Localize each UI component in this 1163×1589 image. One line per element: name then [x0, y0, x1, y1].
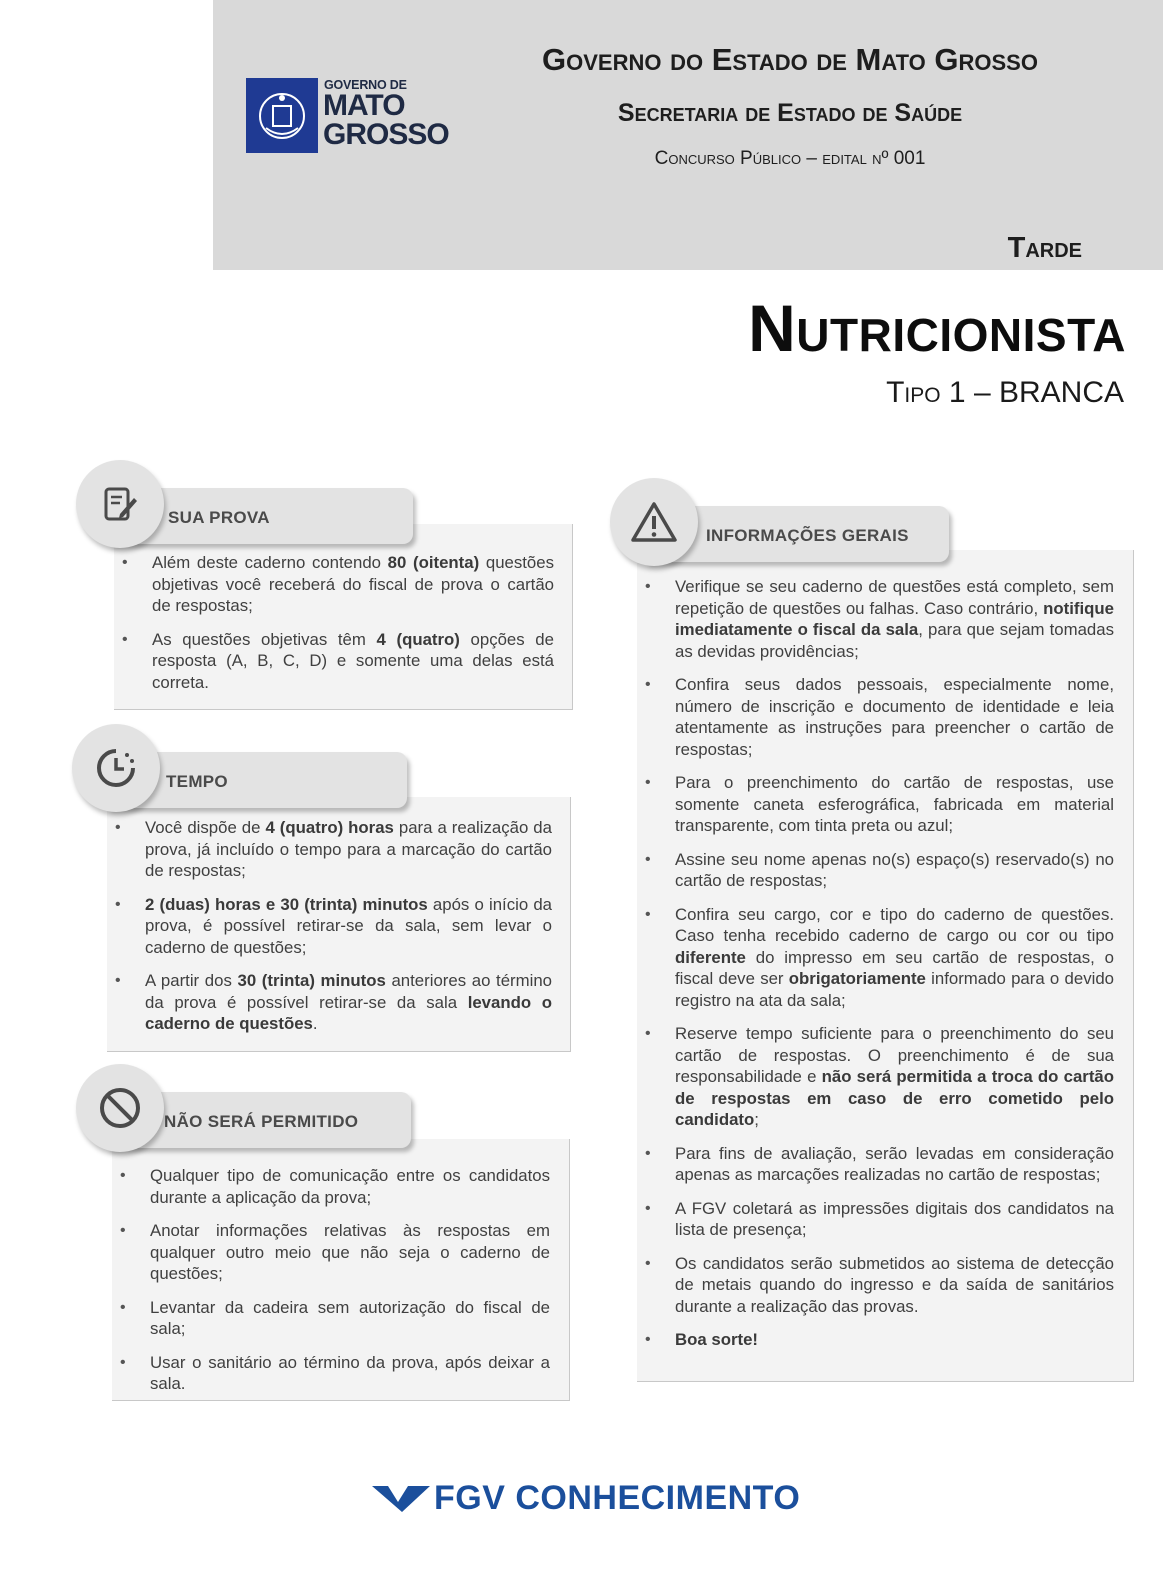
informacoes-title: INFORMAÇÕES GERAIS	[706, 526, 909, 545]
list-item: • Verifique se seu caderno de questões está completo, sem repetição de questões ou falhas. Caso contrário, notifique imediatamente o fiscal da sala, para que sejam tomadas as devidas providências;	[637, 576, 1114, 662]
informacoes-list	[637, 576, 1114, 1363]
prohibited-icon	[76, 1064, 164, 1152]
list-item: • Levantar da cadeira sem autorização do fiscal de sala;	[112, 1297, 550, 1340]
list-item: • Para o preenchimento do cartão de respostas, use somente caneta esferográfica, fabricada em material transparente, com tinta preta ou azul;	[637, 772, 1114, 837]
logo-small-text: GOVERNO DE	[324, 78, 407, 92]
list-item: • As questões objetivas têm 4 (quatro) opções de resposta (A, B, C, D) e somente uma delas está correta.	[114, 629, 554, 694]
sua-prova-list	[114, 552, 554, 705]
list-item: • Além deste caderno contendo 80 (oitenta) questões objetivas você receberá do fiscal de prova o cartão de respostas;	[114, 552, 554, 617]
tempo-list	[107, 817, 552, 1047]
informacoes-box	[637, 550, 1134, 1382]
list-item: • 2 (duas) horas e 30 (trinta) minutos após o início da prova, é possível retirar-se da sala, sem levar o caderno de questões;	[107, 894, 552, 959]
list-item: • Os candidatos serão submetidos ao sistema de detecção de metais quando do ingresso e da saída de sanitários durante a realização das provas.	[637, 1253, 1114, 1318]
list-item: • Usar o sanitário ao término da prova, após deixar a sala.	[112, 1352, 550, 1395]
list-item: • Anotar informações relativas às respostas em qualquer outro meio que não seja o caderno de questões;	[112, 1220, 550, 1285]
nao-permitido-list	[112, 1165, 550, 1407]
fgv-brand-text: FGV CONHECIMENTO	[434, 1479, 801, 1517]
cargo-title: Nutricionista	[748, 291, 1126, 365]
sua-prova-box	[114, 524, 573, 710]
fgv-chevron-icon	[372, 1478, 434, 1518]
contest-title: Concurso Público – edital nº 001	[654, 148, 926, 169]
secretariat-title: Secretaria de Estado de Saúde	[617, 99, 963, 127]
list-item: • Confira seu cargo, cor e tipo do caderno de questões. Caso tenha recebido caderno de cargo ou cor ou tipo diferente do impresso em seu cartão de respostas, o fiscal deve ser obrigatoriamente informado para o devido registro na ata da sala;	[637, 904, 1114, 1012]
list-item: • Confira seus dados pessoais, especialmente nome, número de inscrição e documento de identidade e leia atentamente as instruções para preencher o cartão de respostas;	[637, 674, 1114, 760]
tempo-title: TEMPO	[166, 772, 228, 791]
list-item: • Para fins de avaliação, serão levadas em consideração apenas as marcações realizadas no cartão de respostas;	[637, 1143, 1114, 1186]
shift-label: Tarde	[1007, 232, 1082, 264]
clock-icon	[72, 724, 160, 812]
list-item: • Você dispõe de 4 (quatro) horas para a realização da prova, já incluído o tempo para a marcação do cartão de respostas;	[107, 817, 552, 882]
sua-prova-title: SUA PROVA	[168, 508, 270, 527]
list-item: • A FGV coletará as impressões digitais dos candidatos na lista de presença;	[637, 1198, 1114, 1241]
edit-document-icon	[76, 460, 164, 548]
list-item: • Boa sorte!	[637, 1329, 1114, 1351]
state-seal-icon	[246, 78, 318, 153]
logo-line-1: MATO	[323, 89, 405, 122]
logo-line-2: GROSSO	[323, 118, 449, 151]
tempo-box	[107, 797, 571, 1052]
warning-icon	[610, 478, 698, 566]
list-item: • Qualquer tipo de comunicação entre os candidatos durante a aplicação da prova;	[112, 1165, 550, 1208]
nao-permitido-box	[112, 1139, 570, 1401]
government-title: Governo do Estado de Mato Grosso	[542, 42, 1038, 77]
fgv-logo	[372, 1478, 822, 1518]
list-item: • Reserve tempo suficiente para o preenchimento do seu cartão de respostas. O preenchimento é de sua responsabilidade e não será permitida a troca do cartão de respostas em caso de erro cometido pelo candidato;	[637, 1023, 1114, 1131]
list-item: • A partir dos 30 (trinta) minutos anteriores ao término da prova é possível retirar-se da sala levando o caderno de questões.	[107, 970, 552, 1035]
cargo-type: Tipo 1 – BRANCA	[886, 376, 1124, 409]
nao-permitido-title: NÃO SERÁ PERMITIDO	[164, 1112, 359, 1131]
list-item: • Assine seu nome apenas no(s) espaço(s) reservado(s) no cartão de respostas;	[637, 849, 1114, 892]
